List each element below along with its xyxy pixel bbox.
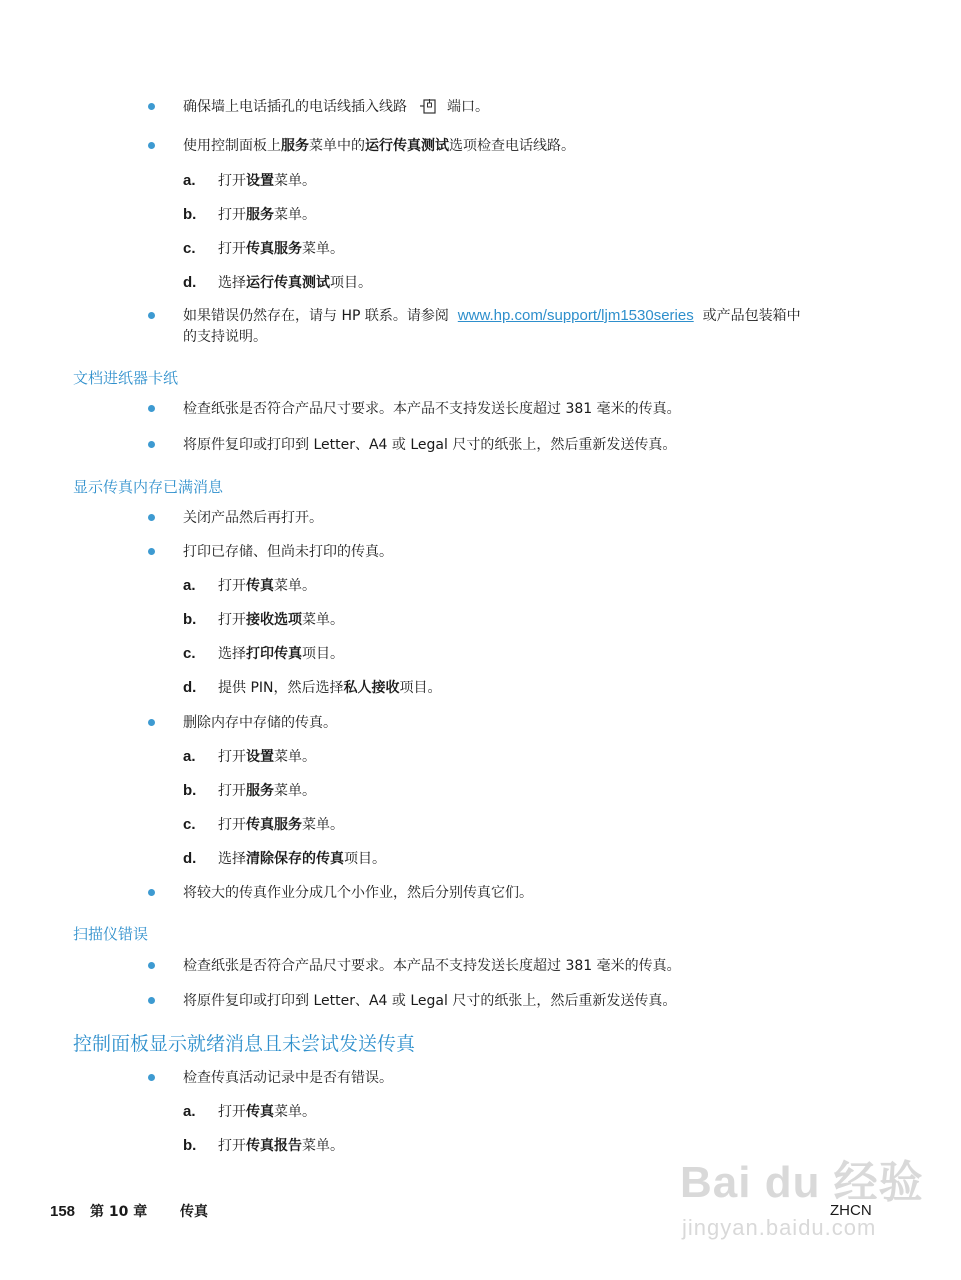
watermark-logo: Bai du 经验 [680, 1158, 924, 1207]
bullet-icon [148, 889, 155, 896]
bullet-text: 检查纸张是否符合产品尺寸要求。本产品不支持发送长度超过 381 毫米的传真。 [183, 958, 681, 974]
step-text: 选择清除保存的传真项目。 [218, 851, 386, 867]
bullet-icon [148, 514, 155, 521]
step-letter: d. [183, 679, 197, 696]
section-heading: 扫描仪错误 [73, 925, 149, 943]
step-text: 提供 PIN，然后选择私人接收项目。 [218, 680, 442, 696]
bullet-icon [148, 312, 155, 319]
bullet-icon [148, 962, 155, 969]
step-text: 打开服务菜单。 [218, 783, 316, 799]
step-text: 打开传真菜单。 [218, 1104, 316, 1120]
step-letter: d. [183, 274, 197, 291]
bullet-icon [148, 142, 155, 149]
step-text: 打开设置菜单。 [218, 749, 316, 765]
watermark-url: jingyan.baidu.com [682, 1215, 877, 1240]
bullet-icon [148, 405, 155, 412]
bullet-text: 检查传真活动记录中是否有错误。 [183, 1070, 393, 1086]
support-link[interactable]: www.hp.com/support/ljm1530series [457, 307, 694, 324]
bullet-text-continued: 的支持说明。 [183, 329, 267, 345]
bullet-icon [148, 103, 155, 110]
bullet-text: 打印已存储、但尚未打印的传真。 [183, 544, 393, 560]
bullet-text: 删除内存中存储的传真。 [183, 715, 337, 731]
bullet-text: 将原件复印或打印到 Letter、A4 或 Legal 尺寸的纸张上，然后重新发送传真。 [183, 437, 677, 453]
step-letter: c. [183, 240, 196, 257]
bullet-text: 检查纸张是否符合产品尺寸要求。本产品不支持发送长度超过 381 毫米的传真。 [183, 401, 681, 417]
section-heading: 文档进纸器卡纸 [73, 369, 179, 387]
step-letter: a. [183, 1103, 196, 1120]
bullet-text: 将原件复印或打印到 Letter、A4 或 Legal 尺寸的纸张上，然后重新发送传真。 [183, 993, 677, 1009]
section-heading-large: 控制面板显示就绪消息且未尝试发送传真 [73, 1033, 416, 1055]
step-text: 打开服务菜单。 [218, 207, 316, 223]
bullet-text: 如果错误仍然存在，请与 HP 联系。请参阅 www.hp.com/support/ljm1530series 或产品包装箱中 [183, 307, 801, 324]
page-number: 158 [50, 1203, 76, 1220]
step-text: 打开传真服务菜单。 [218, 817, 344, 833]
step-text: 打开传真报告菜单。 [218, 1138, 344, 1154]
step-letter: a. [183, 577, 196, 594]
step-text: 选择打印传真项目。 [218, 646, 344, 662]
chapter-label: 第 10 章 [90, 1204, 148, 1220]
bullet-icon [148, 1074, 155, 1081]
bullet-text: 关闭产品然后再打开。 [183, 510, 323, 526]
step-text: 打开传真服务菜单。 [218, 241, 344, 257]
step-letter: a. [183, 748, 196, 765]
step-letter: b. [183, 782, 197, 799]
step-letter: b. [183, 1137, 197, 1154]
section-heading: 显示传真内存已满消息 [73, 478, 224, 496]
bullet-icon [148, 548, 155, 555]
step-text: 打开传真菜单。 [218, 578, 316, 594]
locale-code: ZHCN [830, 1202, 872, 1219]
phone-line-port-icon [419, 97, 437, 121]
step-text: 打开接收选项菜单。 [218, 612, 344, 628]
step-letter: c. [183, 816, 196, 833]
bullet-text: 将较大的传真作业分成几个小作业，然后分别传真它们。 [183, 885, 533, 901]
step-letter: c. [183, 645, 196, 662]
step-letter: a. [183, 172, 196, 189]
bullet-text: 确保墙上电话插孔的电话线插入线路 端口。 [183, 97, 489, 121]
step-letter: d. [183, 850, 197, 867]
step-text: 打开设置菜单。 [218, 173, 316, 189]
step-letter: b. [183, 206, 197, 223]
chapter-title: 传真 [180, 1204, 208, 1220]
bullet-icon [148, 441, 155, 448]
step-text: 选择运行传真测试项目。 [218, 275, 372, 291]
bullet-text: 使用控制面板上服务菜单中的运行传真测试选项检查电话线路。 [183, 138, 575, 154]
step-letter: b. [183, 611, 197, 628]
bullet-icon [148, 997, 155, 1004]
bullet-icon [148, 719, 155, 726]
